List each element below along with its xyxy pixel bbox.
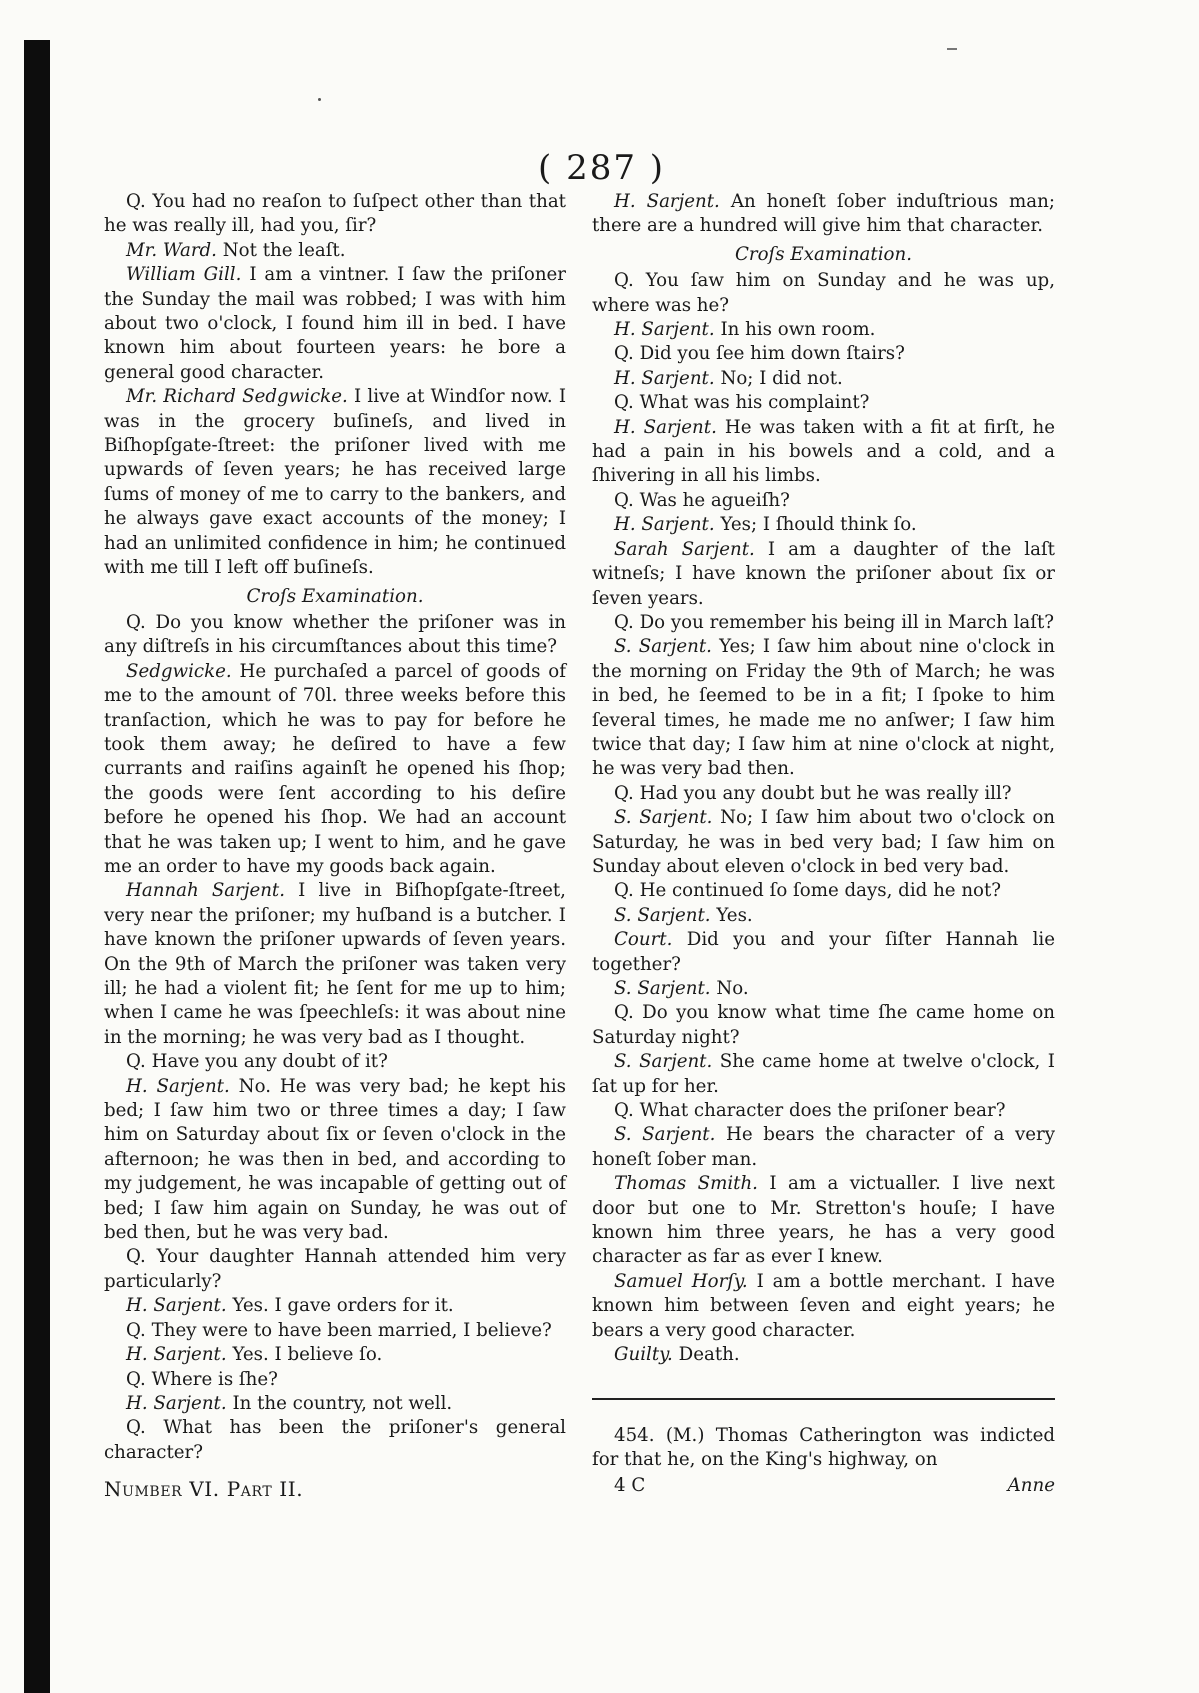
testimony-text: Yes; I ſaw him about nine o'clock in the morning on Friday the 9th of March; he was in bed, he ſeemed to be in a fit; I ſpoke to him ſeveral times, he made me no anſwer; I ſaw him twice that day; I ſaw him at nine o'clock at night, he was very bad then.	[592, 636, 1055, 780]
testimony-text: Did you ſee him down ſtairs?	[639, 343, 905, 365]
speaker-label: Sarah Sarjent.	[614, 538, 755, 560]
testimony-text: What character does the priſoner bear?	[639, 1100, 1006, 1122]
right-testimony-paragraph	[592, 635, 1055, 781]
right-section-heading: Croſs Examination.	[735, 243, 912, 265]
testimony-text: I am a daughter of the laſt witneſs; I have known the priſoner about ſix or ſeven years.	[592, 538, 1055, 609]
testimony-text: No. He was very bad; he kept his bed; I ſaw him two or three times a day; I ſaw him on Saturday about ſix or ſeven o'clock in the afternoon; he was then in bed, and according to my judgement, he was incapable of getting out of bed; I ſaw him again on Sunday, he was out of bed then, but he was very bad.	[104, 1075, 566, 1244]
testimony-text: I live in Biſhopſgate-ſtreet, very near the priſoner; my huſband is a butcher. I have known the priſoner upwards of ſeven years. On the 9th of March the priſoner was taken very ill; he had a violent fit; he ſent for me up to him; when I came he was ſpeechleſs: it was about nine in the morning; he was very bad as I thought.	[104, 880, 566, 1048]
speaker-label: H. Sarjent.	[614, 191, 720, 212]
left-testimony-paragraph	[104, 611, 566, 660]
testimony-text: An honeſt ſober induſtrious man; there are a hundred will give him that character.	[592, 191, 1055, 237]
testimony-text: What has been the priſoner's general character?	[104, 1417, 566, 1463]
speaker-label: Thomas Smith.	[614, 1173, 758, 1195]
scan-speck	[318, 98, 321, 101]
right-testimony-paragraph	[592, 318, 1055, 342]
testimony-text: Yes. I believe ſo.	[232, 1344, 383, 1366]
left-testimony-paragraph	[104, 1368, 566, 1392]
speaker-label: Q.	[126, 1051, 146, 1073]
speaker-label: Q.	[614, 1100, 634, 1122]
left-testimony-paragraph	[104, 879, 566, 1050]
speaker-label: Mr. Richard Sedgwicke.	[126, 386, 348, 408]
testimony-text: I am a bottle merchant. I have known him between ſeven and eight years; he bears a very good character.	[592, 1270, 1055, 1341]
speaker-label: Q.	[126, 1246, 146, 1268]
testimony-text: Was he agueiſh?	[639, 489, 790, 511]
speaker-label: H. Sarjent.	[614, 416, 717, 438]
speaker-label: Guilty.	[614, 1344, 673, 1366]
speaker-label: S. Sarjent.	[614, 1051, 713, 1073]
scan-edge-bar	[24, 40, 50, 1693]
speaker-label: Q.	[614, 343, 634, 365]
testimony-text: Have you any doubt of it?	[151, 1051, 388, 1073]
speaker-label: H. Sarjent.	[126, 1392, 227, 1414]
speaker-label: Q.	[126, 191, 146, 212]
speaker-label: Hannah Sarjent.	[126, 880, 286, 902]
right-testimony-paragraph	[592, 391, 1055, 415]
left-testimony-paragraph	[104, 660, 566, 880]
testimony-text: No; I ſaw him about two o'clock on Saturday, he was in bed very bad; I ſaw him on Sunday about eleven o'clock in bed very bad.	[592, 807, 1055, 877]
right-testimony-paragraph	[592, 489, 1055, 513]
signature-line: Number VI. Part II.	[104, 1477, 304, 1502]
speaker-label: H. Sarjent.	[126, 1344, 227, 1366]
testimony-text: What was his complaint?	[639, 392, 870, 414]
left-testimony-paragraph	[104, 1319, 566, 1343]
speaker-label: Q.	[614, 392, 634, 414]
speaker-label: S. Sarjent.	[614, 807, 713, 829]
speaker-label: Q.	[614, 270, 634, 292]
right-testimony-paragraph	[592, 342, 1055, 366]
testimony-text: She came home at twelve o'clock, I ſat up for her.	[592, 1051, 1055, 1097]
testimony-text: Not the leaſt.	[222, 239, 346, 261]
right-testimony-paragraph	[592, 1001, 1055, 1050]
section-rule	[592, 1398, 1055, 1400]
right-testimony-paragraph	[592, 1099, 1055, 1123]
right-column	[592, 190, 1055, 1500]
right-testimony-paragraph	[592, 1172, 1055, 1270]
speaker-label: H. Sarjent.	[614, 514, 715, 536]
speaker-label: Q.	[614, 782, 634, 804]
testimony-text: Do you know what time ſhe came home on Saturday night?	[592, 1002, 1055, 1048]
speaker-label: Q.	[614, 880, 634, 902]
speaker-label: Mr. Ward.	[126, 239, 217, 261]
right-testimony-paragraph	[592, 611, 1055, 635]
scan-mark	[947, 48, 957, 50]
page-number: ( 287 )	[538, 148, 666, 188]
left-testimony-paragraph	[104, 190, 566, 239]
speaker-label: H. Sarjent.	[614, 319, 715, 341]
testimony-text: Your daughter Hannah attended him very particularly?	[104, 1246, 566, 1292]
speaker-label: S. Sarjent.	[614, 1124, 716, 1146]
testimony-text: Where is ſhe?	[151, 1368, 278, 1390]
right-testimony-paragraph	[592, 977, 1055, 1001]
right-testimony-paragraph	[592, 513, 1055, 537]
testimony-text: He bears the character of a very honeſt ſober man.	[592, 1124, 1055, 1170]
testimony-text: He purchaſed a parcel of goods of me to the amount of 70l. three weeks before this tranſaction, which he was to pay for before he took them away; he deſired to have a few currants and raiſins againſt he opened his ſhop; the goods were ſent according to his deſire before he opened his ſhop. We had an account that he was taken up; I went to him, and he gave me an order to have my goods back again.	[104, 660, 566, 877]
speaker-label: William Gill.	[126, 264, 242, 286]
testimony-text: No; I did not.	[720, 367, 843, 389]
testimony-text: You ſaw him on Sunday and he was up, where was he?	[592, 270, 1055, 316]
left-testimony-paragraph	[104, 1245, 566, 1294]
left-testimony-paragraph	[104, 263, 566, 385]
left-testimony-paragraph	[104, 239, 566, 263]
right-testimony-paragraph	[592, 190, 1055, 239]
signature-mark: 4 C	[614, 1475, 646, 1497]
testimony-text: I live at Windſor now. I was in the grocery buſineſs, and lived in Biſhopſgate-ſtreet: the priſoner lived with me upwards of ſeven years; he has received large ſums of money of me to carry to the bankers, and he always gave exact accounts of the money; I had an unlimited confidence in him; he continued with me till I left off buſineſs.	[104, 386, 566, 579]
right-testimony-paragraph	[592, 1050, 1055, 1099]
left-testimony-paragraph	[104, 385, 566, 580]
right-testimony-paragraph	[592, 1343, 1055, 1367]
testimony-text: Death.	[678, 1344, 740, 1366]
testimony-text: Do you remember his being ill in March laſt?	[639, 611, 1055, 633]
right-column-text	[592, 190, 1055, 1368]
speaker-label: Samuel Horſy.	[614, 1270, 748, 1292]
speaker-label: Q.	[126, 611, 146, 633]
right-testimony-paragraph	[592, 782, 1055, 806]
speaker-label: Q.	[614, 489, 634, 511]
speaker-label: S. Sarjent.	[614, 636, 712, 658]
indictment-paragraph: 454. (M.) Thomas Catherington was indicted for that he, on the King's highway, on	[592, 1424, 1055, 1470]
speaker-label: S. Sarjent.	[614, 978, 711, 999]
speaker-label: H. Sarjent.	[126, 1075, 230, 1097]
testimony-text: Did you and your ſiſter Hannah lie together?	[592, 929, 1055, 975]
right-testimony-paragraph	[592, 416, 1055, 489]
testimony-text: No.	[716, 978, 749, 999]
right-testimony-paragraph	[592, 538, 1055, 611]
right-testimony-paragraph	[592, 928, 1055, 977]
speaker-label: Q.	[614, 611, 634, 633]
left-section-heading: Croſs Examination.	[246, 585, 424, 607]
left-testimony-paragraph	[104, 1294, 566, 1318]
left-column-text	[104, 190, 566, 1465]
left-testimony-paragraph	[104, 1343, 566, 1367]
testimony-text: Do you know whether the priſoner was in any diſtreſs in his circumſtances about this time?	[104, 611, 566, 658]
catchword: Anne	[1007, 1475, 1055, 1497]
left-testimony-paragraph	[104, 1075, 566, 1246]
left-testimony-paragraph	[104, 1416, 566, 1465]
testimony-text: I am a victualler. I live next door but one to Mr. Stretton's houſe; I have known him three years, he has a very good character as far as ever I knew.	[592, 1173, 1055, 1268]
testimony-text: Had you any doubt but he was really ill?	[639, 782, 1012, 804]
testimony-text: You had no reaſon to ſuſpect other than that he was really ill, had you, ſir?	[104, 191, 566, 237]
right-testimony-paragraph	[592, 904, 1055, 928]
right-testimony-paragraph	[592, 806, 1055, 879]
testimony-text: Yes.	[716, 904, 753, 926]
left-testimony-paragraph	[104, 1050, 566, 1074]
testimony-text: He was taken with a fit at firſt, he had a pain in his bowels and a cold, and a ſhivering in all his limbs.	[592, 416, 1055, 487]
speaker-label: S. Sarjent.	[614, 904, 711, 926]
speaker-label: Q.	[126, 1319, 146, 1341]
left-testimony-paragraph	[104, 1392, 566, 1416]
right-testimony-paragraph	[592, 1270, 1055, 1343]
right-testimony-paragraph	[592, 269, 1055, 318]
right-testimony-paragraph	[592, 1123, 1055, 1172]
speaker-label: H. Sarjent.	[614, 367, 715, 389]
left-column	[104, 190, 566, 1502]
speaker-label: Q.	[126, 1417, 146, 1439]
speaker-label: Court.	[614, 929, 673, 951]
speaker-label: Q.	[614, 1002, 634, 1024]
footer-catch-line	[592, 1474, 1055, 1500]
testimony-text: Yes. I gave orders for it.	[232, 1295, 454, 1317]
right-testimony-paragraph	[592, 367, 1055, 391]
testimony-text: In the country, not well.	[232, 1392, 453, 1414]
testimony-text: In his own room.	[720, 319, 876, 341]
testimony-text: Yes; I ſhould think ſo.	[720, 514, 917, 536]
testimony-text: He continued ſo ſome days, did he not?	[639, 880, 1002, 902]
speaker-label: H. Sarjent.	[126, 1295, 227, 1317]
testimony-text: I am a vintner. I ſaw the priſoner the Sunday the mail was robbed; I was with him about two o'clock, I found him ill in bed. I have known him about fourteen years: he bore a general good character.	[104, 264, 566, 383]
speaker-label: Sedgwicke.	[126, 660, 232, 682]
right-testimony-paragraph	[592, 879, 1055, 903]
speaker-label: Q.	[126, 1368, 146, 1390]
testimony-text: They were to have been married, I believe?	[151, 1319, 552, 1341]
